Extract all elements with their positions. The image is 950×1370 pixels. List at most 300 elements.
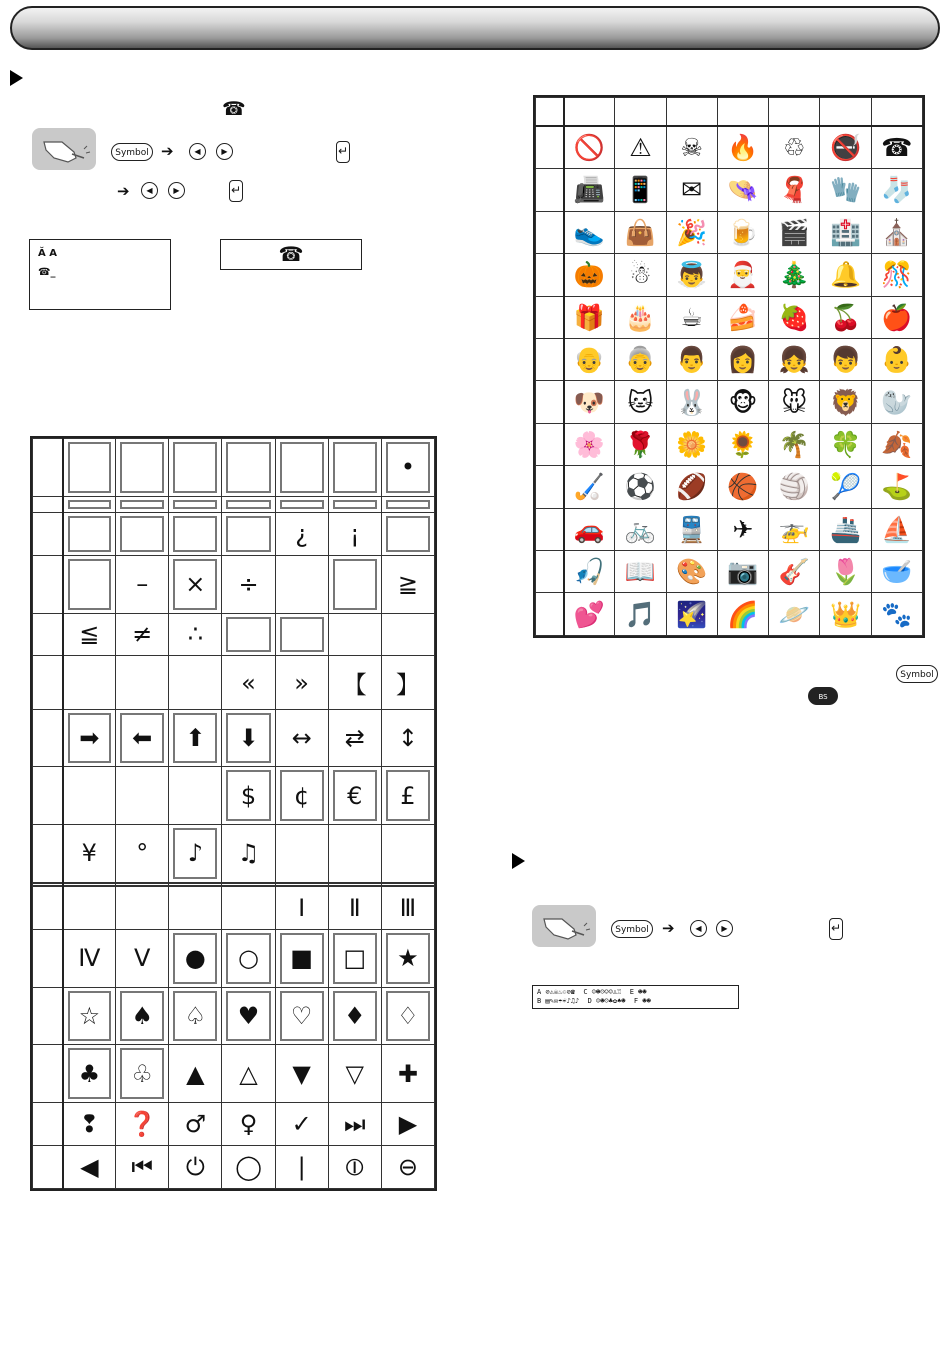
symbol-key[interactable]: Symbol <box>611 920 653 938</box>
phone-symbol-icon: ☎ <box>278 242 304 266</box>
right-cursor-key[interactable]: ▶ <box>216 143 233 160</box>
symbol-cell <box>63 930 116 988</box>
pictograph-glyph: ⛵ <box>881 514 913 544</box>
symbol-glyph: ♣ <box>68 1048 112 1099</box>
symbol-cell <box>169 887 222 930</box>
row-header-cell <box>33 439 63 497</box>
symbol-cell <box>222 613 275 656</box>
section-header-bar <box>10 6 940 50</box>
symbol-cell <box>222 512 275 555</box>
symbol-glyph: ≧ <box>397 570 418 599</box>
right-cursor-key[interactable]: ▶ <box>168 182 185 199</box>
pictograph-glyph: ☕ <box>680 302 703 332</box>
pictograph-glyph: 💕 <box>573 599 605 629</box>
lcd-line-2: ☎_ <box>38 267 56 278</box>
table-row <box>33 512 435 555</box>
symbol-cell <box>275 767 328 825</box>
row-header-cell <box>536 551 564 593</box>
pictograph-cell <box>820 423 871 465</box>
pictograph-glyph: 🚆 <box>676 514 708 544</box>
symbol-cell <box>275 613 328 656</box>
pictograph-glyph: 🎬 <box>778 217 810 247</box>
pictograph-cell <box>717 466 768 508</box>
symbol-cell <box>169 767 222 825</box>
symbol-cell <box>63 887 116 930</box>
symbol-cell <box>275 825 328 883</box>
symbol-cell <box>116 512 169 555</box>
table-row <box>33 613 435 656</box>
symbol-glyph: ❢ <box>79 1110 100 1139</box>
pictograph-cell <box>871 593 922 636</box>
symbol-glyph: ♥ <box>226 991 270 1042</box>
symbol-glyph <box>169 767 221 824</box>
symbol-cell <box>381 439 434 497</box>
pictograph-glyph: 🍺 <box>727 217 759 247</box>
symbol-glyph: ♪ <box>173 828 217 879</box>
lcd-line-1: Ă A <box>38 248 57 259</box>
pictograph-glyph: 🔔 <box>829 260 862 290</box>
symbol-glyph: ÷ <box>238 570 259 599</box>
pictograph-glyph: ⛳ <box>881 472 913 502</box>
symbol-glyph: Ⅴ <box>134 944 151 973</box>
symbol-cell <box>63 825 116 883</box>
right-cursor-key[interactable]: ▶ <box>716 920 733 937</box>
pictograph-glyph: ☎ <box>881 132 913 162</box>
pictograph-glyph: 🍓 <box>778 302 810 332</box>
pictograph-cell <box>666 423 717 465</box>
pictograph-glyph: 🦁 <box>829 387 862 417</box>
symbol-glyph: ♠ <box>120 991 164 1042</box>
enter-key[interactable]: ↵ <box>829 918 843 940</box>
table-header-row <box>536 98 923 126</box>
table-row <box>33 555 435 613</box>
symbol-glyph: ⦶ <box>346 1152 364 1181</box>
symbol-cell <box>381 512 434 555</box>
symbol-cell <box>116 613 169 656</box>
pictograph-cell <box>871 211 922 253</box>
pictograph-glyph: 🚗 <box>573 514 605 544</box>
symbol-glyph: ➡ <box>68 713 112 764</box>
pictograph-glyph: 👨 <box>676 345 708 375</box>
pictograph-cell <box>615 381 666 423</box>
pictograph-cell <box>769 169 820 211</box>
row-header-cell <box>33 825 63 883</box>
symbol-cell <box>169 709 222 767</box>
symbol-glyph: ↔ <box>291 724 312 753</box>
pictograph-glyph: 🌷 <box>829 557 862 587</box>
label-preview <box>220 239 362 270</box>
symbol-glyph: $ <box>226 770 270 821</box>
symbol-cell <box>63 709 116 767</box>
symbol-cell <box>63 512 116 555</box>
symbol-glyph <box>173 516 217 552</box>
left-cursor-key[interactable]: ◀ <box>189 143 206 160</box>
symbol-cell <box>381 825 434 883</box>
pictograph-cell <box>717 423 768 465</box>
symbol-glyph: ⏮ <box>131 1152 154 1181</box>
pictograph-cell <box>615 254 666 296</box>
pictograph-cell <box>615 593 666 636</box>
pictograph-glyph: 🎅 <box>727 260 759 290</box>
symbol-glyph: ≠ <box>132 620 153 649</box>
symbol-cell <box>222 496 275 512</box>
pictograph-cell <box>871 169 922 211</box>
pictograph-cell <box>717 211 768 253</box>
pictograph-cell <box>820 466 871 508</box>
symbol-glyph: ¿ <box>295 519 308 548</box>
symbol-cell <box>381 1103 434 1146</box>
pictograph-glyph: ☃ <box>629 260 652 290</box>
symbol-glyph <box>173 500 217 509</box>
symbol-glyph <box>276 556 328 613</box>
pictograph-cell <box>820 508 871 550</box>
pictograph-cell <box>564 508 615 550</box>
pictograph-glyph: 🐾 <box>881 599 913 629</box>
left-cursor-key[interactable]: ◀ <box>690 920 707 937</box>
symbol-cell <box>275 512 328 555</box>
row-header-cell <box>536 211 564 253</box>
symbol-cell <box>275 887 328 930</box>
table-row <box>33 656 435 709</box>
row-header-cell <box>536 338 564 380</box>
symbol-cell <box>328 613 381 656</box>
pictograph-cell <box>717 254 768 296</box>
table-row <box>33 887 435 930</box>
pictograph-glyph: 🌠 <box>676 599 708 629</box>
pictograph-cell <box>820 381 871 423</box>
column-header-cell <box>769 98 820 126</box>
pictograph-cell <box>666 126 717 169</box>
symbol-cell <box>169 1103 222 1146</box>
row-header-cell <box>33 709 63 767</box>
symbol-glyph: Ⅱ <box>348 894 361 923</box>
pictograph-cell <box>666 338 717 380</box>
symbol-cell <box>222 555 275 613</box>
row-header-cell <box>536 466 564 508</box>
pictograph-glyph: ♲ <box>783 132 806 162</box>
symbol-cell <box>381 555 434 613</box>
table-row <box>33 439 435 497</box>
pictograph-glyph: 🍒 <box>829 302 862 332</box>
symbol-cell <box>275 709 328 767</box>
row-header-cell <box>33 1045 63 1103</box>
pictograph-cell <box>666 508 717 550</box>
symbol-cell <box>328 1045 381 1103</box>
pictograph-cell <box>820 593 871 636</box>
pictograph-glyph: 🐭 <box>781 387 808 417</box>
pictograph-cell <box>666 169 717 211</box>
symbol-cell <box>116 825 169 883</box>
arrow-icon: ➔ <box>117 182 130 200</box>
symbol-glyph: ∴ <box>187 620 203 649</box>
pictograph-cell <box>769 211 820 253</box>
symbol-cell <box>63 613 116 656</box>
symbol-glyph: ¥ <box>81 839 97 868</box>
symbol-cell <box>328 1103 381 1146</box>
symbol-cell <box>63 1045 116 1103</box>
row-header-cell <box>536 254 564 296</box>
symbol-glyph <box>116 887 168 929</box>
symbol-cell <box>222 1045 275 1103</box>
row-header-cell <box>33 496 63 512</box>
column-header-cell <box>666 98 717 126</box>
pictograph-glyph: 🌻 <box>727 429 759 459</box>
symbol-glyph: 】 <box>395 671 420 700</box>
table-row <box>33 1145 435 1188</box>
table-row <box>33 1103 435 1146</box>
symbol-key[interactable]: Symbol <box>111 143 153 161</box>
symbol-cell <box>328 496 381 512</box>
symbol-cell <box>222 1145 275 1188</box>
pictograph-cell <box>615 338 666 380</box>
pictograph-cell <box>871 381 922 423</box>
pictograph-glyph: ✉ <box>681 175 703 205</box>
pictograph-cell <box>769 254 820 296</box>
pictograph-cell <box>564 126 615 169</box>
pictograph-glyph: ⛪ <box>881 217 913 247</box>
hand-press-icon <box>532 905 596 947</box>
pictograph-cell <box>820 338 871 380</box>
pictograph-cell <box>820 254 871 296</box>
symbol-glyph: Ⅳ <box>78 944 101 973</box>
symbol-cell <box>116 987 169 1045</box>
symbol-glyph <box>173 442 217 493</box>
symbol-cell <box>63 987 116 1045</box>
symbol-cell <box>381 767 434 825</box>
pictograph-cell <box>769 508 820 550</box>
symbol-glyph: » <box>294 668 309 697</box>
symbol-glyph <box>68 516 112 552</box>
symbol-glyph: ▲ <box>186 1059 205 1088</box>
pictograph-glyph: 🐰 <box>676 387 708 417</box>
symbol-cell <box>381 887 434 930</box>
enter-key[interactable]: ↵ <box>336 141 350 163</box>
symbol-glyph <box>68 500 112 509</box>
symbol-glyph <box>329 614 381 656</box>
pictograph-glyph: 🎁 <box>573 302 605 332</box>
symbol-cell <box>116 1145 169 1188</box>
pictograph-glyph: 👧 <box>778 345 810 375</box>
symbol-glyph: – <box>136 570 149 599</box>
pictograph-glyph: 🌹 <box>624 429 656 459</box>
pictograph-cell <box>820 126 871 169</box>
pictograph-cell <box>871 296 922 338</box>
pictograph-glyph: 🚭 <box>829 132 862 162</box>
symbol-glyph: ▼ <box>292 1059 311 1088</box>
symbol-cell <box>169 656 222 709</box>
symbol-glyph: × <box>173 559 217 610</box>
pictograph-glyph: 🐶 <box>573 387 605 417</box>
symbol-glyph <box>120 500 164 509</box>
pictograph-cell <box>615 126 666 169</box>
symbol-glyph <box>116 656 168 708</box>
pictograph-glyph: 🎣 <box>573 557 605 587</box>
symbol-cell <box>222 987 275 1045</box>
symbol-glyph: ◯ <box>235 1152 262 1181</box>
symbol-cell <box>169 512 222 555</box>
pictograph-cell <box>871 126 922 169</box>
symbol-cell <box>169 1145 222 1188</box>
symbol-cell <box>328 825 381 883</box>
symbol-glyph <box>382 825 434 882</box>
symbol-glyph: ○ <box>226 933 270 984</box>
symbol-glyph: Ⅲ <box>399 894 417 923</box>
pictograph-cell <box>717 381 768 423</box>
symbol-glyph: ¢ <box>280 770 324 821</box>
pictograph-cell <box>564 593 615 636</box>
symbol-cell <box>116 439 169 497</box>
pictograph-cell <box>871 551 922 593</box>
pictograph-glyph: 🎉 <box>676 217 708 247</box>
pictograph-cell <box>615 296 666 338</box>
symbol-cell <box>222 887 275 930</box>
symbol-glyph <box>276 825 328 882</box>
enter-key[interactable]: ↵ <box>229 180 243 202</box>
row-header-cell <box>33 512 63 555</box>
symbol-glyph: ❓ <box>127 1110 158 1139</box>
table-row <box>536 338 923 380</box>
pictograph-cell <box>769 338 820 380</box>
symbol-cell <box>328 512 381 555</box>
pictograph-glyph: 📱 <box>624 175 656 205</box>
symbol-cell <box>222 767 275 825</box>
symbol-glyph: ✚ <box>397 1059 418 1088</box>
symbol-cell <box>381 709 434 767</box>
row-header-cell <box>33 555 63 613</box>
pictograph-glyph: 🪐 <box>778 599 810 629</box>
symbol-key[interactable]: Symbol <box>896 665 938 683</box>
symbol-glyph <box>68 559 112 610</box>
symbol-glyph <box>329 825 381 882</box>
row-header-cell <box>536 169 564 211</box>
history-line-2: B ▤✎✉☂☔♪♫♪ D ☺☻☹♣✿♠☻ F ☻☻ <box>537 997 651 1005</box>
symbol-glyph: Ⅰ <box>298 894 306 923</box>
pictograph-glyph: 👦 <box>829 345 862 375</box>
pictograph-glyph: 🍎 <box>881 302 913 332</box>
symbol-cell <box>222 930 275 988</box>
pictograph-glyph: 👒 <box>727 175 759 205</box>
symbol-glyph <box>169 656 221 708</box>
pictograph-cell <box>564 423 615 465</box>
symbol-cell <box>116 656 169 709</box>
symbol-glyph: ✓ <box>291 1110 312 1139</box>
pictograph-cell <box>615 551 666 593</box>
pictograph-glyph: 🏈 <box>676 472 708 502</box>
symbol-glyph <box>226 442 270 493</box>
symbol-cell <box>381 930 434 988</box>
symbol-table-pictograph <box>533 95 925 638</box>
symbol-glyph: ⊖ <box>397 1152 418 1181</box>
symbol-glyph <box>68 442 112 493</box>
pictograph-glyph: 🌈 <box>727 599 759 629</box>
pictograph-glyph: 🌸 <box>573 429 605 459</box>
pictograph-glyph: 🎵 <box>624 599 656 629</box>
backspace-key[interactable]: BS <box>808 687 838 705</box>
pictograph-glyph: 🧤 <box>829 175 862 205</box>
pictograph-cell <box>564 254 615 296</box>
symbol-glyph: ♀ <box>239 1110 258 1139</box>
symbol-cell <box>275 439 328 497</box>
table-row <box>536 508 923 550</box>
symbol-glyph: ♦ <box>333 991 377 1042</box>
row-header-cell <box>33 887 63 930</box>
symbol-glyph: △ <box>239 1059 258 1088</box>
table-row <box>536 381 923 423</box>
symbol-cell <box>328 987 381 1045</box>
left-cursor-key[interactable]: ◀ <box>141 182 158 199</box>
symbol-glyph: ⏻ <box>185 1152 205 1181</box>
pictograph-cell <box>820 169 871 211</box>
pictograph-glyph: 🐵 <box>728 387 758 417</box>
symbol-cell <box>328 709 381 767</box>
table-row <box>33 987 435 1045</box>
symbol-glyph <box>116 767 168 824</box>
pictograph-cell <box>717 169 768 211</box>
symbol-cell <box>116 930 169 988</box>
table-row <box>536 254 923 296</box>
pictograph-cell <box>666 381 717 423</box>
pictograph-glyph: ⚽ <box>624 472 656 502</box>
symbol-glyph <box>64 887 116 929</box>
table-row <box>33 825 435 883</box>
row-header-cell <box>536 126 564 169</box>
symbol-glyph: ■ <box>280 933 324 984</box>
pictograph-cell <box>564 338 615 380</box>
row-header-cell <box>536 508 564 550</box>
symbol-table-basic <box>30 436 437 1191</box>
symbol-glyph: € <box>333 770 377 821</box>
pictograph-glyph: 🧦 <box>881 175 913 205</box>
table-row <box>536 466 923 508</box>
symbol-glyph: ★ <box>386 933 430 984</box>
pictograph-glyph: 🎸 <box>778 557 810 587</box>
pictograph-glyph: 👩 <box>727 345 759 375</box>
pictograph-cell <box>666 296 717 338</box>
symbol-glyph: ⬅ <box>120 713 164 764</box>
pictograph-glyph: 🏑 <box>573 472 605 502</box>
lcd-display <box>29 239 171 310</box>
pictograph-glyph: 👵 <box>624 345 656 375</box>
pictograph-glyph: 👜 <box>624 217 656 247</box>
symbol-cell <box>328 887 381 930</box>
symbol-cell <box>116 709 169 767</box>
table-row <box>33 496 435 512</box>
symbol-glyph: ↕ <box>397 724 418 753</box>
symbol-cell <box>381 1045 434 1103</box>
pictograph-glyph: 🎃 <box>573 260 605 290</box>
pictograph-cell <box>615 169 666 211</box>
row-header-cell <box>33 767 63 825</box>
phone-symbol-icon: ☎ <box>222 98 246 120</box>
row-header-cell <box>33 987 63 1045</box>
symbol-glyph: ⬇ <box>226 713 270 764</box>
symbol-glyph: £ <box>386 770 430 821</box>
pictograph-glyph: 🏥 <box>829 217 862 247</box>
symbol-cell <box>63 496 116 512</box>
symbol-glyph <box>386 500 430 509</box>
pictograph-glyph: 👴 <box>573 345 605 375</box>
pictograph-glyph: 👟 <box>573 217 605 247</box>
table-row <box>536 169 923 211</box>
symbol-cell <box>275 555 328 613</box>
arrow-icon: ➔ <box>161 142 174 160</box>
row-header-cell <box>536 296 564 338</box>
symbol-glyph: ☆ <box>68 991 112 1042</box>
symbol-glyph: « <box>241 668 256 697</box>
symbol-glyph: ▽ <box>345 1059 364 1088</box>
pictograph-glyph: 📷 <box>727 557 759 587</box>
pictograph-cell <box>820 296 871 338</box>
